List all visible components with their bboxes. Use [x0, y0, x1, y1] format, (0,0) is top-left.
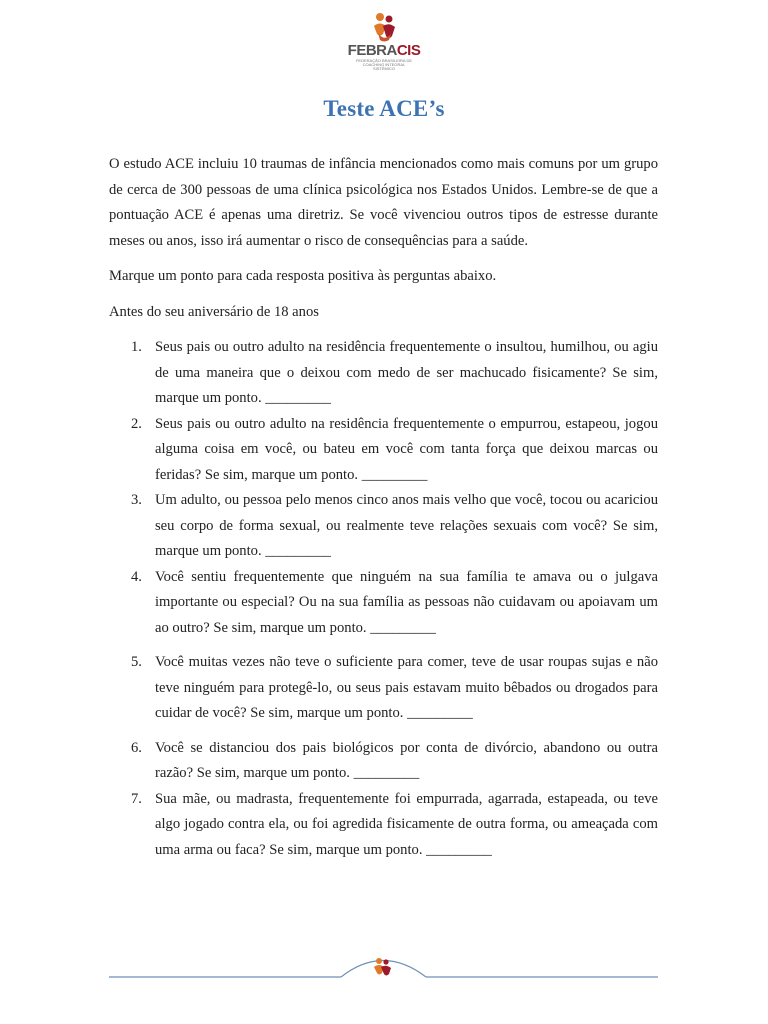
question-number: 4.	[131, 568, 142, 585]
question-item	[109, 787, 658, 864]
question-text: Você sentiu frequentemente que ninguém na sua família te amava ou o julgava importante ou especial? Ou na sua família as pessoas não cuidavam ou apoiavam um ao outro? Se sim, marque um ponto. _________	[155, 568, 658, 636]
febracis-logo	[334, 12, 434, 76]
question-text: Você muitas vezes não teve o suficiente para comer, teve de usar roupas sujas e não teve ninguém para protegê-lo, ou seus pais estavam muito bêbados ou drogados para cuidar de você? Se sim, marque um ponto. _________	[155, 654, 658, 721]
question-text: Seus pais ou outro adulto na residência frequentemente o insultou, humilhou, ou agiu de uma maneira que o deixou com medo de ser machucado fisicamente? Se sim, marque um ponto. _________	[155, 339, 658, 406]
logo-subtitle: FEDERAÇÃO BRASILEIRA DE COACHING INTEGRAL SISTÊMICO	[355, 58, 412, 71]
question-number: 3.	[131, 492, 142, 508]
logo-wordmark: FEBRACIS	[347, 42, 421, 59]
question-item	[109, 335, 658, 412]
question-number: 5.	[131, 654, 142, 670]
document-body	[109, 152, 658, 863]
page-title: Teste ACE’s	[323, 96, 445, 121]
question-number: 1.	[131, 339, 142, 355]
instruction-paragraph: Marque um ponto para cada resposta positiva às perguntas abaixo.	[109, 268, 497, 284]
question-item	[109, 650, 658, 727]
question-number: 7.	[131, 790, 142, 807]
question-number: 6.	[131, 739, 142, 756]
question-text: Um adulto, ou pessoa pelo menos cinco anos mais velho que você, tocou ou acariciou seu corpo de forma sexual, ou realmente teve relações sexuais com você? Se sim, marque um ponto. _________	[155, 492, 658, 559]
question-text: Seus pais ou outro adulto na residência frequentemente o empurrou, estapeou, jogou alguma coisa em você, ou bateu em você com tanta força que deixou marcas ou feridas? Se sim, marque um ponto. _________	[155, 415, 658, 483]
footer-ornament	[109, 950, 658, 986]
page-footer	[109, 950, 658, 986]
question-item	[109, 488, 658, 565]
question-text: Você se distanciou dos pais biológicos por conta de divórcio, abandono ou outra razão? Se sim, marque um ponto. _________	[155, 739, 658, 781]
question-item	[109, 565, 658, 642]
age-condition-paragraph: Antes do seu aniversário de 18 anos	[109, 303, 319, 320]
question-number: 2.	[131, 415, 142, 432]
question-item	[109, 736, 658, 787]
logo-figures-icon	[364, 12, 404, 42]
intro-paragraph: O estudo ACE incluiu 10 traumas de infância mencionados como mais comuns por um grupo de cerca de 300 pessoas de uma clínica psicológica nos Estados Unidos. Lembre-se de que a pontuação ACE é apenas uma diretriz. Se você vivenciou outros tipos de estresse durante meses ou anos, isso irá aumentar o risco de consequências para a saúde.	[109, 156, 658, 249]
question-list	[109, 335, 658, 863]
question-text: Sua mãe, ou madrasta, frequentemente foi empurrada, agarrada, estapeada, ou teve algo jogado contra ela, ou foi agredida fisicamente de outra forma, ou ameaçada com uma arma ou faca? Se sim, marque um ponto. _________	[155, 790, 658, 858]
question-item	[109, 412, 658, 489]
